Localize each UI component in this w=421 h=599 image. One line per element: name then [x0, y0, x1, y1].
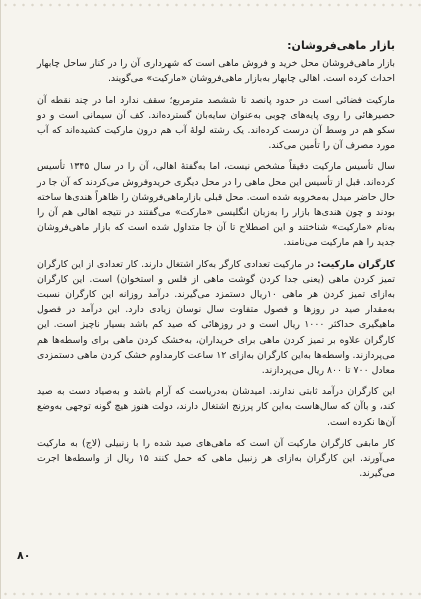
paragraph: مارکیت فضائی است در حدود پانصد تا ششصد مترمربع؛ سقف ندارد اما در چند نقطه آن حصیرهائی را روی پایه‌های چوبی به‌عنوان سایه‌بان گسترده‌اند. کف آن سیمانی است و دو سکو هم در وسط آن درست کرده‌اند. یک رشته لولهٔ آب هم درون مارکیت کشیده‌اند که آب مورد مصرف آن را تأمین می‌کند. — [37, 94, 395, 152]
paragraph: این کارگران درآمد ثابتی ندارند. امیدشان به‌دریاست که آرام باشد و به‌صیاد دست به صید کند، و باآن که سال‌هاست به‌این کار پرزنج اشتغال دارند، دولت هنوز هیچ گونه توجهی به‌وضع آن‌ها نکرده است. — [37, 386, 395, 428]
paragraph: بازار ماهی‌فروشان محل خرید و فروش ماهی است که شهرداری آن را در کنار ساحل چابهار احداث کرده است. اهالی چابهار به‌بازار ماهی‌فروشان «مارکیت» می‌گویند. — [37, 58, 395, 85]
paragraph: سال تأسیس مارکیت دقیقاً مشخص نیست، اما به‌گفتهٔ اهالی، آن را در سال ۱۳۴۵ تأسیس کرده‌اند. قبل از تأسیس این محل ماهی را در محل دیگری خرید‌وفروش می‌کردند که آن جا در حال حاضر میدل به‌مخروبه شده است. محل قبلی بازارماهی‌فروشان را ظاهراً هندی‌ها ساخته بودند و چون هندی‌ها بازار را به‌زبان انگلیسی «مارکت» می‌گفتند در نتیجه اهالی هم آن را به‌نام «مارکیت» شناختند و این اصطلاح تا آن جا متداول شده است که بازار ماهی‌فروشان جدید را هم مارکیت می‌نامند. — [37, 161, 395, 249]
paragraph — [37, 257, 395, 379]
section-heading: بازار ماهی‌فروشان: — [287, 39, 395, 52]
workers-heading: کارگران مارکیت: — [317, 258, 395, 270]
page-number: ۸۰ — [17, 549, 31, 562]
page-top-edge — [1, 2, 421, 8]
page-content — [37, 38, 395, 569]
page-bottom-edge — [1, 591, 421, 597]
paragraph: کار مابقی کارگران مارکیت آن است که ماهی‌های صید شده را با زنبیلی (لاج) به مارکیت می‌آورند. این کارگران به‌ازای هر زنبیل ماهی که حمل کنند ۱۵ ریال از واسطه‌ها اجرت می‌گیرند. — [37, 437, 395, 480]
paragraph-text: در مارکیت تعدادی کارگر به‌کار اشتغال دارند. کار تعدادی از این کارگران تمیز کردن ماهی (یعنی جدا کردن گوشت ماهی از فلس و استخوان) است. این کارگران به‌ازای تمیز کردن هر ماهی ۱۰ریال دستمزد می‌گیرند. درآمد روزانه این کارگران نسبت به‌مقدار صید در روزها و فصول متفاوت سال نوسان زیادی دارد. این درآمد در فصول ماهیگیری حداکثر ۱۰۰۰ ریال است و در روزهائی که صید کم باشد بسیار ناچیز است. این کارگران علاوه بر تمیز کردن ماهی برای خریداران، به‌خشک کردن ماهی برای واسطه‌ها هم می‌پردازند. واسطه‌ها به‌این کارگران به‌ازای ۱۲ ساعت کارمداوم خشک کردن ماهی دستمزدی معادل ۷۰۰ تا ۸۰۰ ریال می‌پردازند. — [37, 258, 395, 377]
